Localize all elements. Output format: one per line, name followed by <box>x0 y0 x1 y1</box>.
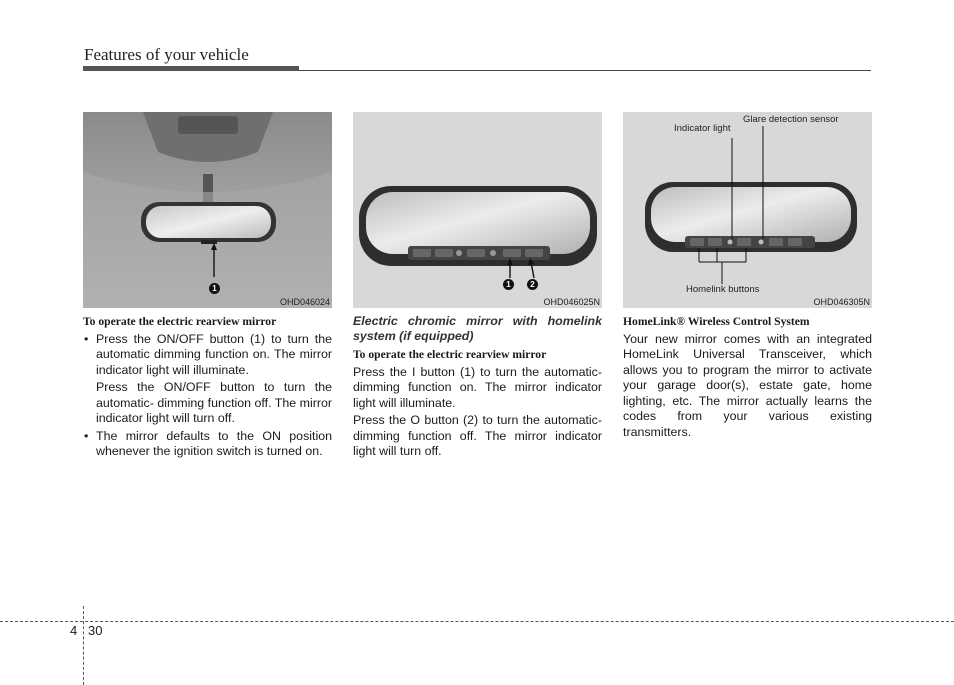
chromic-mirror-illustration <box>353 112 602 308</box>
homelink-mirror-illustration <box>623 112 872 308</box>
paragraph: Press the I button (1) to turn the automatic- dimming function on. The mirror indicator light will illuminate. <box>353 364 602 410</box>
column-1 <box>83 112 332 462</box>
figure-homelink-mirror <box>623 112 872 308</box>
section-number: 4 <box>70 623 78 638</box>
section-subhead: HomeLink® Wireless Control System <box>623 315 810 328</box>
figure-rearview-mirror-interior <box>83 112 332 308</box>
callout-badge-2: 2 <box>527 279 538 290</box>
column-3 <box>623 112 872 442</box>
page-number: 30 <box>88 623 103 638</box>
figure-caption: Electric chromic mirror with homelink system (if equipped) <box>353 314 602 343</box>
callout-badge-1: 1 <box>503 279 514 290</box>
indicator-light-label: Indicator light <box>674 123 731 134</box>
section-subhead: To operate the electric rearview mirror <box>83 315 277 328</box>
homelink-buttons-label: Homelink buttons <box>686 284 760 295</box>
instruction-list <box>83 332 332 379</box>
paragraph: Press the O button (2) to turn the automatic- dimming function off. The mirror indicator light will turn off. <box>353 413 602 458</box>
footer-rule <box>0 621 954 622</box>
section-subhead: To operate the electric rearview mirror <box>353 348 547 361</box>
callout-badge-1: 1 <box>209 283 220 294</box>
figure-chromic-mirror <box>353 112 602 308</box>
header-rule <box>299 70 871 71</box>
mirror-interior-illustration <box>83 112 332 308</box>
footer-divider <box>83 606 84 685</box>
paragraph: Your new mirror comes with an integrated HomeLink Universal Transceiver, which allows you to program the mirror to activate your garage door(s), estate gate, home lighting, etc. The mirror actually learns the codes from your various existing transmitters. <box>623 331 872 439</box>
header-accent-bar <box>83 66 299 71</box>
column-2 <box>353 112 602 462</box>
list-item: • Press the ON/OFF button (1) to turn the automatic dimming function on. The mirror indicator light will illuminate. <box>84 331 332 377</box>
page-header-title: Features of your vehicle <box>84 45 249 64</box>
figure-code: OHD046024 <box>279 297 330 307</box>
figure-code: OHD046305N <box>813 297 870 307</box>
figure-code: OHD046025N <box>543 297 600 307</box>
list-item: • The mirror defaults to the ON position whenever the ignition switch is turned on. <box>84 428 332 458</box>
list-item-continuation: Press the ON/OFF button to turn the automatic- dimming function off. The mirror indicator light will turn off. <box>96 380 332 425</box>
glare-sensor-label: Glare detection sensor <box>743 114 839 125</box>
